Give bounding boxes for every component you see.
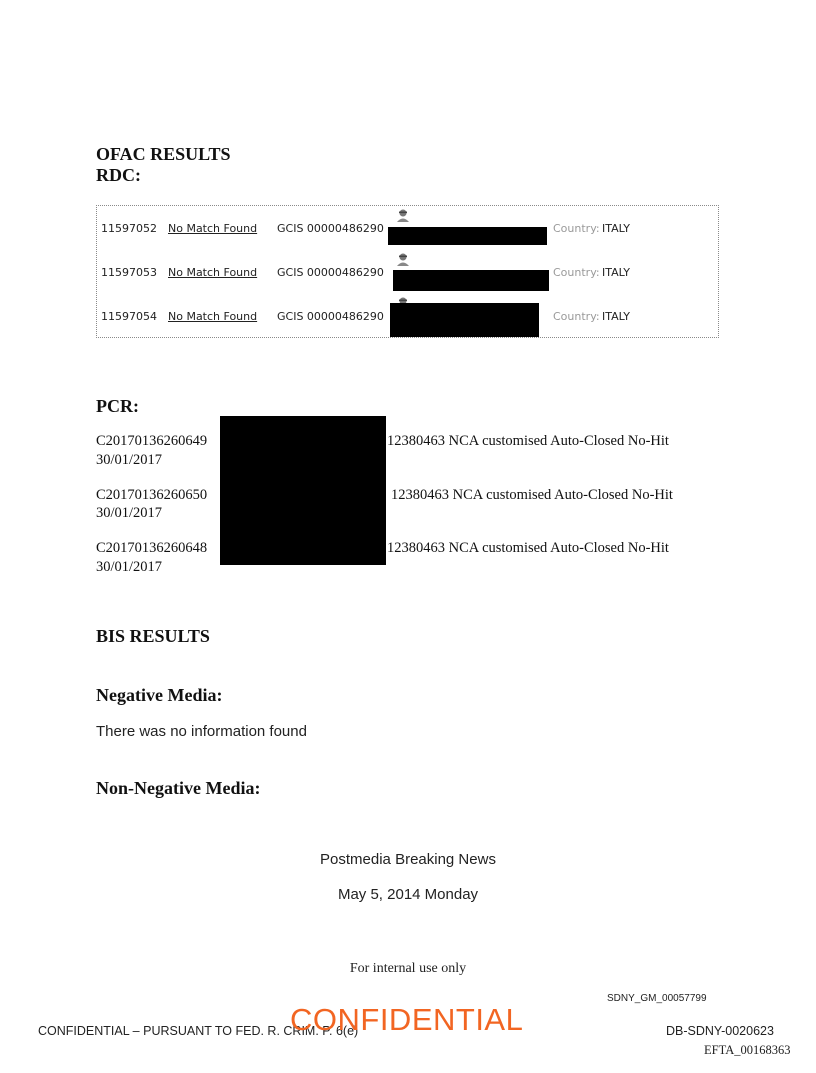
rdc-row (97, 258, 718, 288)
rdc-id: 11597053 (101, 266, 157, 279)
country-value: ITALY (602, 266, 631, 279)
bates-efta: EFTA_00168363 (704, 1043, 791, 1057)
no-match-link[interactable]: No Match Found (168, 266, 258, 279)
pcr-reference: 12380463 NCA customised Auto-Closed No-Hit (391, 487, 673, 503)
article-source: Postmedia Breaking News (320, 851, 496, 868)
pcr-reference: 12380463 NCA customised Auto-Closed No-Hit (387, 433, 669, 449)
rdc-row (97, 214, 718, 244)
no-match-link[interactable]: No Match Found (168, 222, 258, 235)
rdc-id: 11597054 (101, 310, 157, 323)
country-value: ITALY (602, 222, 631, 235)
pcr-case-id: C20170136260648 (96, 540, 208, 556)
country-label: Country: (553, 266, 600, 279)
internal-use-note: For internal use only (349, 961, 467, 976)
article-date: May 5, 2014 Monday (337, 886, 479, 903)
rdc-results-table (96, 205, 719, 338)
negative-media-heading: Negative Media: (96, 685, 223, 705)
no-match-link[interactable]: No Match Found (168, 310, 258, 323)
pcr-label: PCR: (96, 396, 139, 416)
person-icon (396, 252, 410, 266)
pcr-date: 30/01/2017 (96, 452, 163, 468)
pcr-case-id: C20170136260650 (96, 487, 208, 503)
pcr-case-id: C20170136260649 (96, 433, 208, 449)
negative-media-text: There was no information found (96, 723, 307, 740)
pcr-redaction-block (220, 416, 386, 565)
country-label: Country: (553, 310, 600, 323)
redacted-name (388, 227, 547, 245)
rdc-id: 11597052 (101, 222, 157, 235)
pcr-date: 30/01/2017 (96, 505, 163, 521)
gcis-number: GCIS 00000486290 (277, 222, 384, 235)
bates-sdny: SDNY_GM_00057799 (607, 993, 707, 1004)
bis-results-heading: BIS RESULTS (96, 626, 210, 646)
non-negative-media-heading: Non-Negative Media: (96, 778, 261, 798)
gcis-number: GCIS 00000486290 (277, 266, 384, 279)
redacted-name (390, 303, 539, 337)
pcr-date: 30/01/2017 (96, 559, 163, 575)
bates-db: DB-SDNY-0020623 (666, 1024, 774, 1038)
ofac-results-heading: OFAC RESULTS (96, 144, 231, 164)
person-icon (396, 208, 410, 222)
gcis-number: GCIS 00000486290 (277, 310, 384, 323)
country-value: ITALY (602, 310, 631, 323)
confidential-notice: CONFIDENTIAL – PURSUANT TO FED. R. CRIM. P. 6(e) (38, 1024, 359, 1038)
rdc-row (97, 302, 718, 332)
country-label: Country: (553, 222, 600, 235)
redacted-name (393, 270, 549, 291)
rdc-label: RDC: (96, 165, 141, 185)
confidential-stamp: CONFIDENTIAL (290, 1002, 524, 1037)
pcr-reference: 12380463 NCA customised Auto-Closed No-Hit (387, 540, 669, 556)
